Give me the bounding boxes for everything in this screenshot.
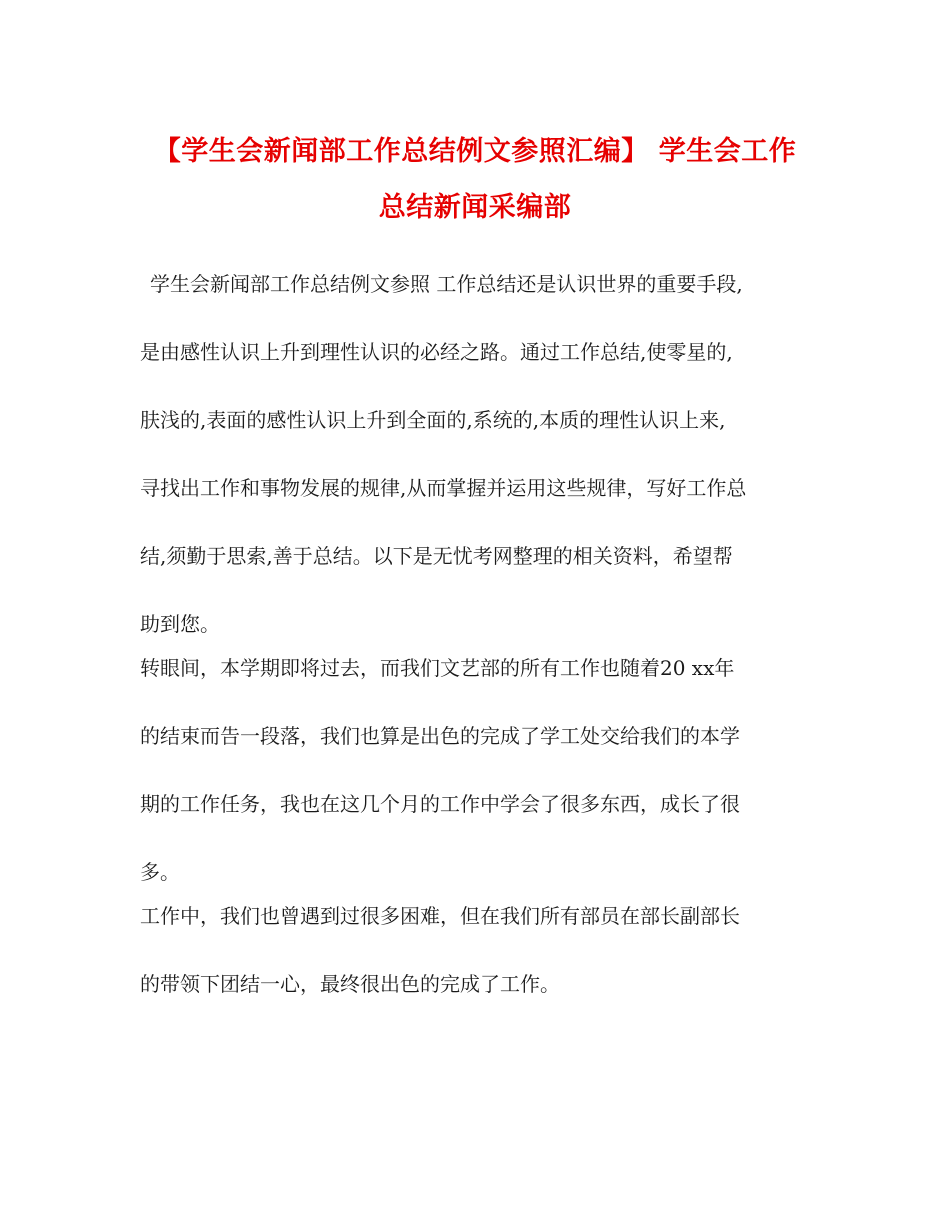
text-line: 期的工作任务，我也在这几个月的工作中学会了很多东西，成长了很 <box>140 792 740 816</box>
text-line: 学生会新闻部工作总结例文参照 工作总结还是认识世界的重要手段, <box>150 272 743 296</box>
text-line: 助到您。 <box>140 612 220 636</box>
text-line: 寻找出工作和事物发展的规律,从而掌握并运用这些规律，写好工作总 <box>140 476 747 500</box>
document-body <box>140 258 810 1026</box>
paragraph-intro <box>140 258 810 642</box>
text-line: 的结束而告一段落，我们也算是出色的完成了学工处交给我们的本学 <box>140 724 740 748</box>
text-line: 转眼间，本学期即将过去，而我们文艺部的所有工作也随着20 xx年 <box>140 656 735 680</box>
text-line: 的带领下团结一心，最终很出色的完成了工作。 <box>140 972 560 996</box>
title-line-2: 总结新闻采编部 <box>378 192 572 223</box>
document-title <box>110 124 840 236</box>
text-line: 结,须勤于思索,善于总结。以下是无忧考网整理的相关资料，希望帮 <box>140 544 733 568</box>
paragraph-work <box>140 890 810 1026</box>
text-line: 是由感性认识上升到理性认识的必经之路。通过工作总结,使零星的, <box>140 340 733 364</box>
text-line: 肤浅的,表面的感性认识上升到全面的,系统的,本质的理性认识上来, <box>140 408 726 432</box>
paragraph-semester <box>140 642 810 890</box>
text-line: 多。 <box>140 860 180 884</box>
text-line: 工作中，我们也曾遇到过很多困难，但在我们所有部员在部长副部长 <box>140 904 740 928</box>
title-line-1: 【学生会新闻部工作总结例文参照汇编】 学生会工作 <box>153 136 797 167</box>
